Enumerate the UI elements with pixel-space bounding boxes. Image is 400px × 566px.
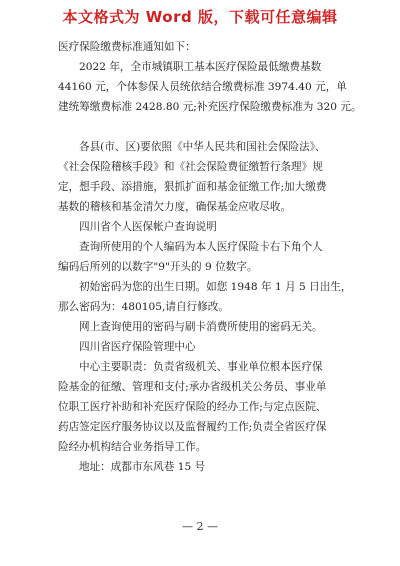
text-line: 2022 年，全市城镇职工基本医疗保险最低缴费基数 [79, 61, 322, 73]
text-line: 基数的稽核和基金清欠力度，确保基金应收尽收。 [58, 201, 292, 213]
text-line: 定，想手段、添措施，狠抓扩面和基金征缴工作;加大缴费 [58, 181, 327, 193]
section-heading-account-query: 四川省个人医保帐户查询说明 [79, 221, 217, 233]
text-line: 药店签定医疗服务协议以及监督履约工作;负责全省医疗保 [58, 421, 327, 433]
paragraph-county-requirements [58, 140, 358, 214]
paragraph-center-duties [58, 360, 358, 454]
text-line: 查询所使用的个人编码为本人医疗保险卡右下角个人 [79, 241, 323, 253]
text-line: 《社会保险稽核手段》和《社会保险费征缴暂行条理》规 [58, 161, 323, 173]
paragraph-contribution-standard [58, 60, 362, 114]
text-line: 各县(市、区)要依照《中华人民共和国社会保险法》、 [79, 141, 326, 153]
page-number: — 2 — [182, 520, 218, 533]
text-line: 中心主要职责：负责省级机关、事业单位根本医疗保 [79, 361, 323, 373]
text-line: 那么密码为：480105,请自行修改。 [58, 301, 229, 313]
text-line: 44160 元，个体参保人员统依结合缴费标准 3974.40 元，单 [58, 81, 347, 93]
paragraph-intro: 医疗保险缴费标准通知如下： [58, 41, 196, 53]
paragraph-initial-password [58, 280, 358, 314]
text-line: 建统筹缴费标准 2428.80 元;补充医疗保险缴费标准为 320 元。 [58, 101, 362, 113]
word-version-banner: 本文格式为 Word 版，下载可任意编辑 [62, 8, 338, 26]
section-heading-management-center: 四川省医疗保险管理中心 [79, 341, 196, 353]
document-body [58, 40, 362, 474]
paragraph-query-code [58, 240, 358, 274]
text-line: 险经办机构结合业务指导工作。 [58, 441, 207, 453]
text-line: 初始密码为您的出生日期。如您 1948 年 1 月 5 日出生， [79, 281, 352, 293]
text-line: 编码后所列的以数字"9"开头的 9 位数字。 [58, 261, 258, 273]
paragraph-online-password: 网上查询使用的密码与刷卡消费所使用的密码无关。 [79, 321, 323, 333]
text-line: 位职工医疗补助和补充医疗保险的经办工作;与定点医院、 [58, 401, 327, 413]
paragraph-address: 地址：成都市东风巷 15 号 [79, 461, 206, 473]
text-line: 险基金的征缴、管理和支付;承办省级机关公务员、事业单 [58, 381, 327, 393]
